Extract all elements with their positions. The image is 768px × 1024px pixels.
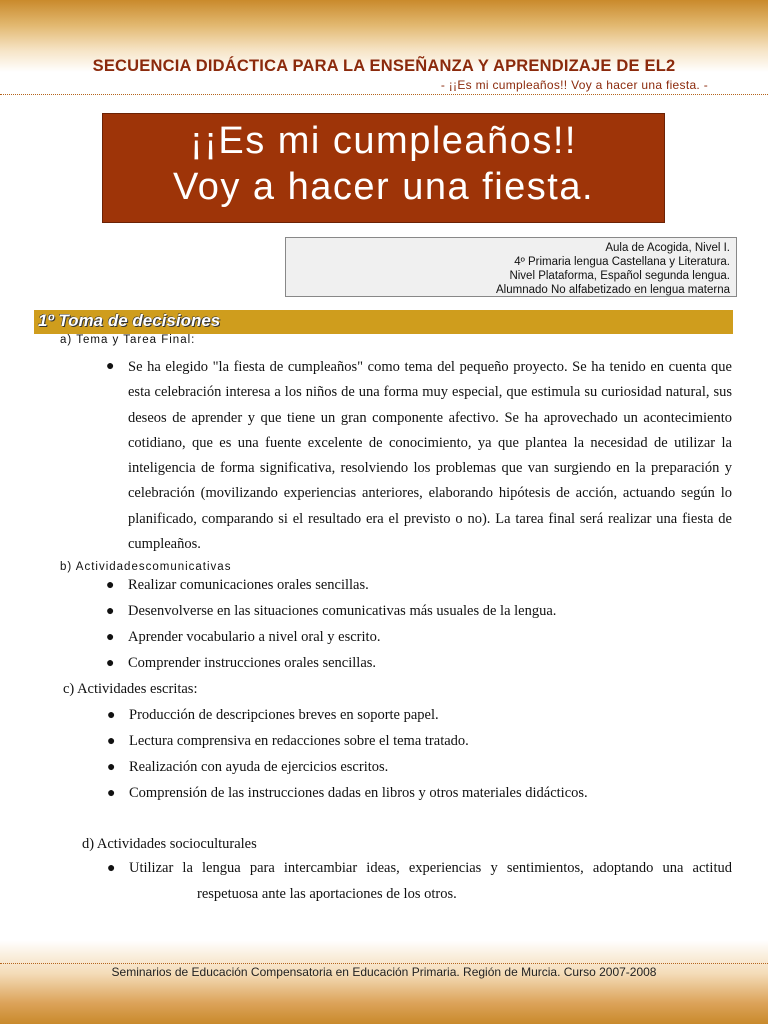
header-divider xyxy=(0,94,768,95)
title-line-2: Voy a hacer una fiesta. xyxy=(172,166,595,208)
bullet-icon: ● xyxy=(106,578,115,593)
label-a: a) Tema y Tarea Final: xyxy=(60,334,196,346)
bullet-icon: ● xyxy=(106,656,115,671)
paragraph-a: Se ha elegido "la fiesta de cumpleaños" como tema del pequeño proyecto. Se ha tenido en cuenta que esta celebración interesa a los niños de una forma muy especial, que estimula su curiosidad natural, sus deseos de aprender y que tiene un gran componente afectivo. Se ha aprovechado un acontecimiento cotidiano, que es una fuente excelente de conocimiento, ya que plantea la necesidad de utilizar la inteligencia de forma significativa, resolviendo los problemas que van surgiendo en la preparación y celebración (movilizando experiencias anteriores, elaborando hipótesis de acción, actuando según lo planificado, comparando si el resultado era el previsto o no). La tarea final será realizar una fiesta de cumpleaños. xyxy=(128,359,732,553)
section-heading: 1º Toma de decisiones xyxy=(38,311,221,330)
section-heading-bar xyxy=(34,310,733,334)
footer-divider xyxy=(0,963,768,964)
label-c: c) Actividades escritas: xyxy=(63,681,198,697)
list-item-continuation: respetuosa ante las aportaciones de los otros. xyxy=(197,886,457,902)
title-line-1: ¡¡Es mi cumpleaños!! xyxy=(190,120,577,162)
bullet-icon: ● xyxy=(106,630,115,645)
bullet-icon: ● xyxy=(106,604,115,619)
document-header-title: SECUENCIA DIDÁCTICA PARA LA ENSEÑANZA Y APRENDIZAJE DE EL2 xyxy=(92,57,676,75)
list-item: Realización con ayuda de ejercicios escritos. xyxy=(129,759,389,775)
info-line: Nivel Plataforma, Español segunda lengua. xyxy=(509,270,730,282)
info-line: Alumnado No alfabetizado en lengua materna xyxy=(496,284,730,296)
title-box xyxy=(102,113,665,223)
document-header-subtitle: - ¡¡Es mi cumpleaños!! Voy a hacer una fiesta. - xyxy=(440,78,708,92)
footer-text: Seminarios de Educación Compensatoria en Educación Primaria. Región de Murcia. Curso 2007-2008 xyxy=(111,965,657,979)
label-d: d) Actividades socioculturales xyxy=(82,836,257,852)
bullet-icon: ● xyxy=(107,734,116,749)
info-box xyxy=(285,237,737,297)
bullet-icon: ● xyxy=(107,786,116,801)
list-item: Utilizar la lengua para intercambiar ideas, experiencias y sentimientos, adoptando una actitud xyxy=(129,860,732,876)
list-item: Desenvolverse en las situaciones comunicativas más usuales de la lengua. xyxy=(128,603,557,619)
bullet-icon: ● xyxy=(106,359,115,374)
bullet-icon: ● xyxy=(107,760,116,775)
info-line: Aula de Acogida, Nivel I. xyxy=(605,242,730,254)
list-item: Comprender instrucciones orales sencillas. xyxy=(128,655,377,671)
bullet-icon: ● xyxy=(107,708,116,723)
bullet-icon: ● xyxy=(107,861,116,876)
footer-band xyxy=(0,940,768,1024)
list-item: Comprensión de las instrucciones dadas en libros y otros materiales didácticos. xyxy=(129,785,588,801)
info-line: 4º Primaria lengua Castellana y Literatura. xyxy=(514,256,730,268)
list-item: Realizar comunicaciones orales sencillas. xyxy=(128,577,369,593)
label-b: b) Actividadescomunicativas xyxy=(60,561,232,573)
list-item: Aprender vocabulario a nivel oral y escrito. xyxy=(128,629,381,645)
list-item: Producción de descripciones breves en soporte papel. xyxy=(129,707,439,723)
list-item: Lectura comprensiva en redacciones sobre el tema tratado. xyxy=(129,733,469,749)
